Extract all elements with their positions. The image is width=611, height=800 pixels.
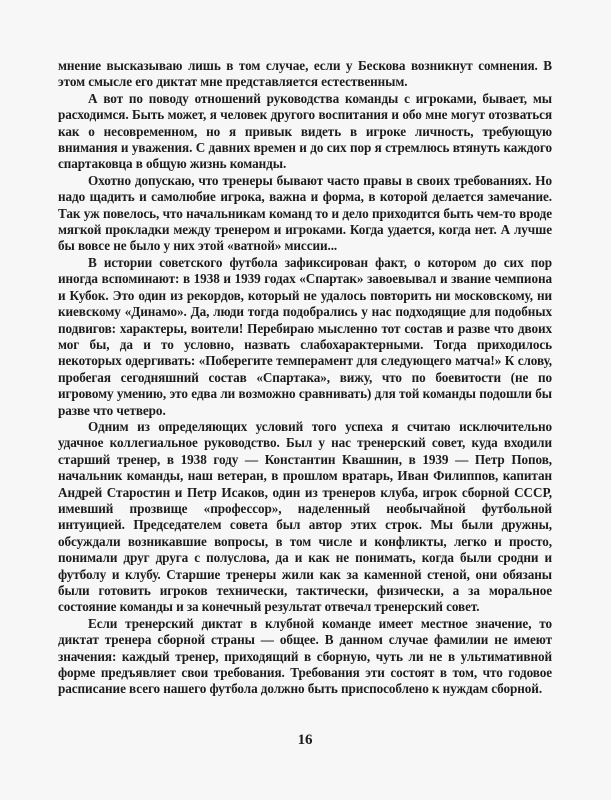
book-page — [58, 58, 552, 758]
page-number: 16 — [297, 732, 313, 748]
paragraph: В истории советского футбола зафиксирован факт, о котором до сих пор иногда вспоминают: в 1938 и 1939 годах «Спартак» завоевывал и звание чемпиона и Кубок. Это один из рекордов, который не удалось повторить ни московскому, ни киевскому «Динамо». Да, люди тогда подобрались у нас подходящие для подобных подвигов: характеры, воители! Перебираю мысленно тот состав и разве что двоих мог бы, да и то условно, назвать слабохарактерными. Тогда приходилось некоторых одергивать: «Поберегите темперамент для следующего матча!» К слову, пробегая сегодняшний состав «Спартака», вижу, что по боевитости (не по игровому умению, это едва ли возможно сравнивать) для той команды подошли бы разве что четверо. — [58, 254, 552, 418]
paragraph: Охотно допускаю, что тренеры бывают часто правы в своих требованиях. Но надо щадить и самолюбие игрока, важна и форма, в которой делается замечание. Так уж повелось, что начальникам команд то и дело приходится быть чем-то вроде мягкой прокладки между тренером и игроками. Когда удается, когда нет. А лучше бы вовсе не было у них этой «ватной» миссии... — [58, 172, 552, 254]
paragraph: А вот по поводу отношений руководства команды с игроками, бывает, мы расходимся. Быть может, я человек другого воспитания и обо мне могут отозваться как о несовременном, но я привык видеть в игроке личность, требующую внимания и уважения. С давних времен и до сих пор я стремлюсь втянуть каждого спартаковца в общую жизнь команды. — [58, 90, 552, 172]
paragraph: Одним из определяющих условий того успеха я считаю исключительно удачное коллегиальное руководство. Был у нас тренерский совет, куда входили старший тренер, в 1938 году — Константин Квашнин, в 1939 — Петр Попов, начальник команды, наш ветеран, в прошлом вратарь, Иван Филиппов, капитан Андрей Старостин и Петр Исаков, один из тренеров клуба, игрок сборной СССР, имевший прозвище «профессор», наделенный необычайной футбольной интуицией. Председателем совета был автор этих строк. Мы были дружны, обсуждали возникавшие вопросы, в том числе и конфликты, легко и просто, понимали друг друга с полуслова, да и как не понимать, когда были сродни и футболу и клубу. Старшие тренеры жили как за каменной стеной, они обязаны были готовить игроков технически, тактически, физически, а за моральное состояние команды и за конечный результат отвечал тренерский совет. — [58, 418, 552, 615]
paragraph: Если тренерский диктат в клубной команде имеет местное значение, то диктат тренера сборной страны — общее. В данном случае фамилии не имеют значения: каждый тренер, приходящий в сборную, чуть ли не в ультимативной форме предъявляет свои требования. Требования эти состоят в том, что годовое расписание всего нашего футбола должно быть приспособлено к нуждам сборной. — [58, 615, 552, 697]
paragraph-continuation: мнение высказываю лишь в том случае, если у Бескова возникнут сомнения. В этом смысле его диктат мне представляется естественным. — [58, 58, 552, 90]
